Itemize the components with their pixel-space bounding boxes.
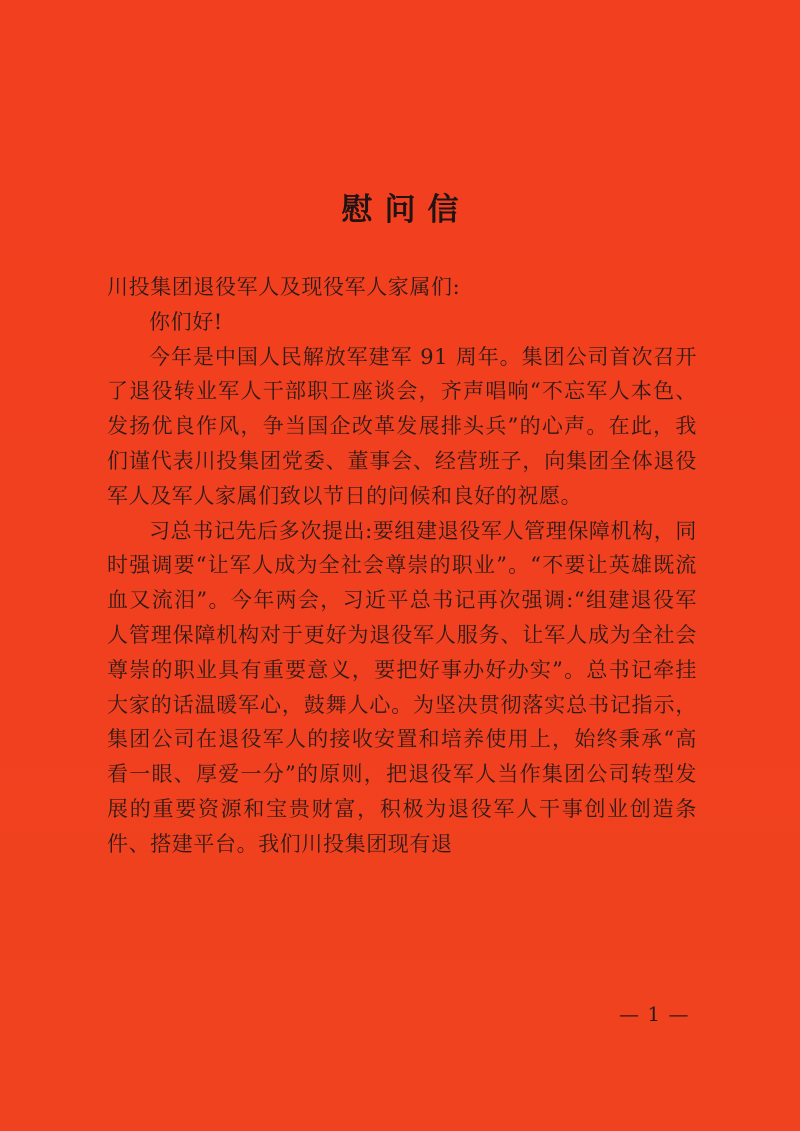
greeting: 你们好!: [149, 309, 223, 334]
paragraph-instructions: 习总书记先后多次提出:要组建退役军人管理保障机构，同时强调要“让军人成为全社会尊崇的职业”。“不要让英雄既流血又流泪”。今年两会，习近平总书记再次强调:“组建退役军人管理保障机构对于更好为退役军人服务、让军人成为全社会尊崇的职业具有重要意义，要把好事办好办实”。总书记牵挂大家的话温暖军心，鼓舞人心。为坚决贯彻落实总书记指示，集团公司在退役军人的接收安置和培养使用上，始终秉承“高看一眼、厚爱一分”的原则，把退役军人当作集团公司转型发展的重要资源和宝贵财富，积极为退役军人干事创业创造条件、搭建平台。我们川投集团现有退: [107, 518, 697, 856]
letter-body: [107, 270, 697, 862]
page-number: — 1 —: [619, 1002, 690, 1026]
salutation: 川投集团退役军人及现役军人家属们:: [107, 275, 461, 299]
paragraph-anniversary: 今年是中国人民解放军建军 91 周年。集团公司首次召开了退役转业军人干部职工座谈会，齐声唱响“不忘军人本色、发扬优良作风，争当国企改革发展排头兵”的心声。在此，我们谨代表川投集团党委、董事会、经营班子，向集团全体退役军人及军人家属们致以节日的问候和良好的祝愿。: [107, 344, 697, 508]
document-title: 慰问信: [341, 192, 471, 228]
